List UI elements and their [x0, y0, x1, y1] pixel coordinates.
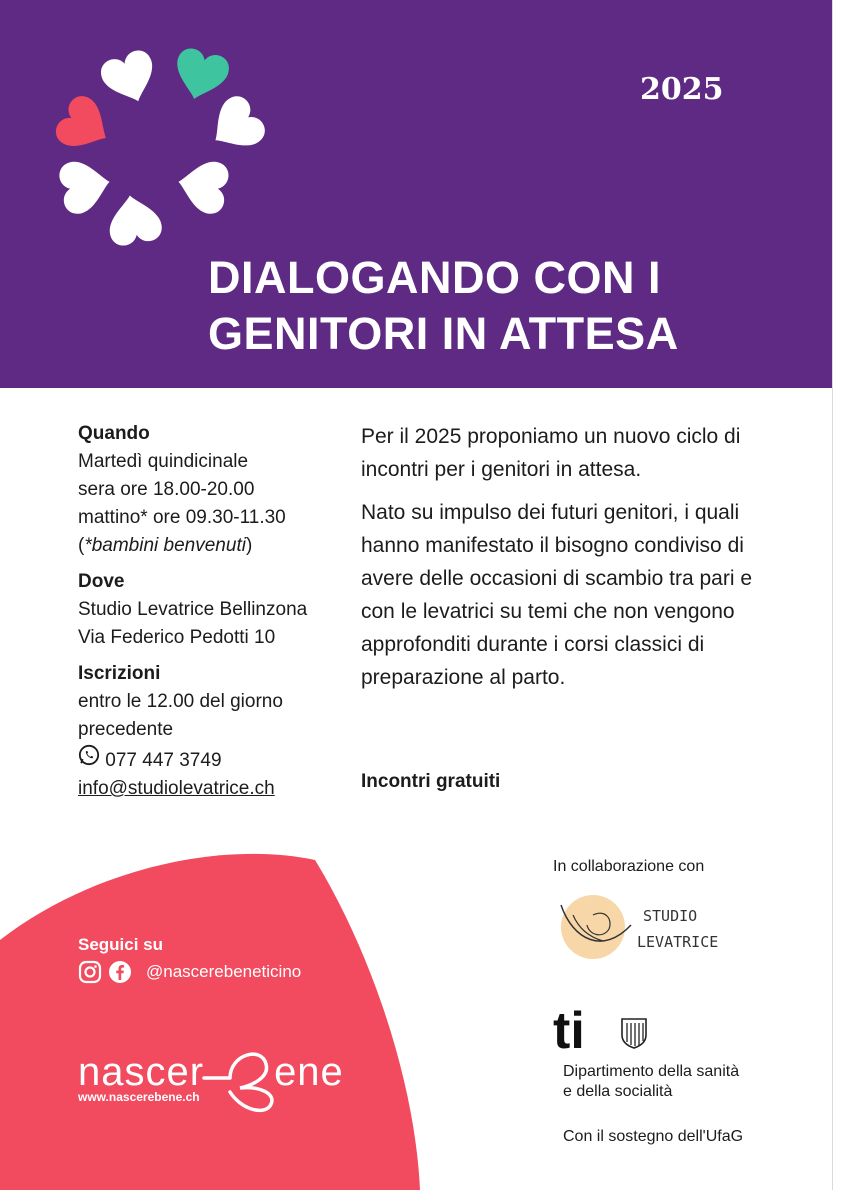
studio-line-1: STUDIO: [643, 907, 698, 925]
where-heading: Dove: [78, 571, 125, 592]
heart-icon: [169, 45, 232, 105]
heart-icon: [174, 156, 231, 216]
when-line-3: mattino* ore 09.30-11.30: [78, 507, 286, 528]
studio-line-2: LEVATRICE: [637, 933, 719, 951]
page-edge: [832, 0, 844, 1190]
paragraph-1: Per il 2025 proponiamo un nuovo ciclo di incontri per i genitori in attesa.: [361, 425, 741, 481]
support-label: Con il sostegno dell'UfaG: [563, 1128, 744, 1145]
department-line-2: e della socialità: [563, 1083, 673, 1100]
registration-section: [78, 660, 338, 803]
free-label: Incontri gratuiti: [361, 771, 501, 792]
when-section: [78, 420, 338, 560]
registration-heading: Iscrizioni: [78, 663, 161, 684]
whatsapp-icon: [78, 744, 100, 766]
when-note: [78, 532, 338, 560]
where-section: [78, 568, 338, 652]
year-label: 2025: [640, 72, 724, 107]
heart-icon: [57, 156, 114, 216]
phone-number[interactable]: 077 447 3749: [105, 750, 222, 771]
logo-heart-icon: [200, 1042, 280, 1114]
title-line-1: DIALOGANDO CON I: [208, 252, 661, 303]
note-open: (: [78, 535, 85, 556]
description-column: [361, 420, 761, 704]
heart-icon: [97, 47, 163, 110]
ti-logo: ti: [553, 1002, 585, 1060]
hearts-ring-decoration: [40, 35, 280, 255]
pink-blob-decoration: [0, 830, 430, 1190]
note-close: ): [245, 535, 253, 556]
logo-url[interactable]: www.nascerebene.ch: [78, 1090, 200, 1104]
page-title: [208, 250, 818, 362]
collab-label: In collaborazione con: [553, 858, 705, 875]
logo-text-left: nascer: [78, 1050, 205, 1094]
phone-row[interactable]: [78, 744, 338, 775]
when-heading: Quando: [78, 423, 150, 444]
shield-icon: [620, 1017, 648, 1049]
instagram-icon[interactable]: [78, 960, 102, 984]
info-column: [78, 420, 338, 811]
paragraph-2: Nato su impulso dei futuri genitori, i quali hanno manifestato il bisogno condiviso di avere delle occasioni di scambio tra pari e con le levatrici su temi che non vengono approfonditi durante i corsi classici di preparazione al parto.: [361, 501, 753, 689]
facebook-icon[interactable]: [108, 960, 132, 984]
social-row: [78, 960, 301, 984]
heart-icon: [51, 91, 119, 160]
title-line-2: GENITORI IN ATTESA: [208, 308, 679, 359]
header-banner: [0, 0, 832, 388]
where-line-1: Studio Levatrice Bellinzona: [78, 599, 308, 620]
department-label: [563, 1062, 793, 1102]
heart-icon: [200, 91, 270, 162]
when-line-1: Martedì quindicinale: [78, 451, 249, 472]
follow-label: Seguici su: [78, 935, 164, 954]
registration-line-1: entro le 12.00 del giorno: [78, 691, 283, 712]
where-line-2: Via Federico Pedotti 10: [78, 627, 276, 648]
studio-levatrice-logo: [553, 885, 743, 965]
registration-line-2: precedente: [78, 719, 174, 740]
heart-icon: [104, 191, 164, 248]
social-handle[interactable]: @nascerebeneticino: [146, 962, 302, 981]
note-italic: *bambini benvenuti: [84, 535, 246, 556]
logo-text-right: ene: [274, 1050, 344, 1094]
department-line-1: Dipartimento della sanità: [563, 1063, 740, 1080]
email-link[interactable]: info@studiolevatrice.ch: [78, 778, 275, 799]
when-line-2: sera ore 18.00-20.00: [78, 479, 255, 500]
